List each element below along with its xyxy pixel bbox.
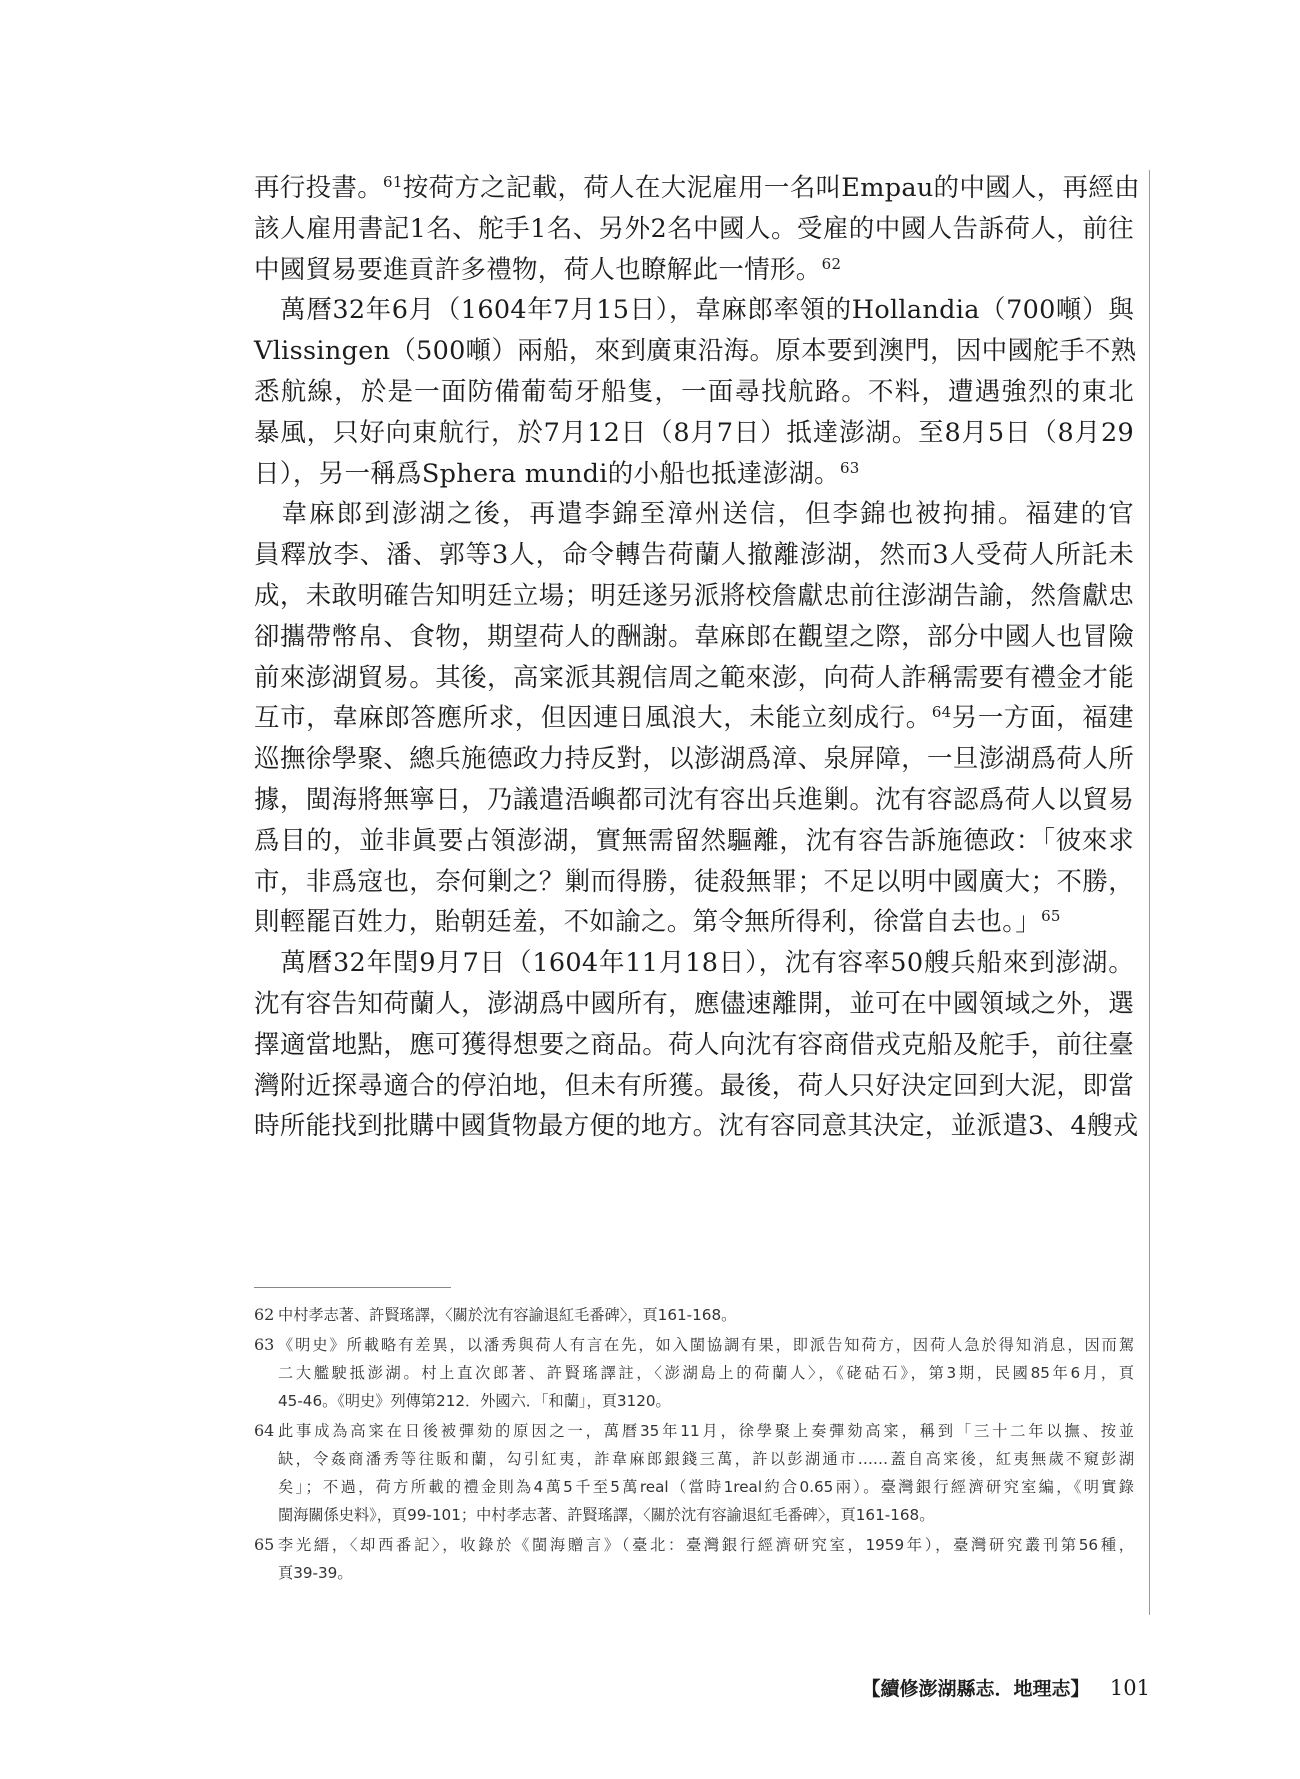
footnote-line: 45-46。《明史》列傳第212．外國六．「和蘭」，頁3120。 — [278, 1392, 671, 1410]
footnote — [254, 1301, 1134, 1329]
running-footer — [862, 1674, 1150, 1703]
footnote-line: 此事成為高寀在日後被彈劾的原因之一，萬曆35年11月，徐學聚上奏彈劾高寀，稱到「三十二年以撫、按並 — [278, 1422, 1134, 1440]
footnote-number: 62 — [254, 1305, 275, 1324]
body-line-text: 時所能找到批購中國貨物最方便的地方。沈有容同意其決定，並派遣3、4艘戎 — [254, 1111, 1139, 1142]
footnote — [254, 1531, 1134, 1587]
body-line-text: 據，閩海將無寧日，乃議遣浯嶼都司沈有容出兵進剿。沈有容認爲荷人以貿易 — [254, 784, 1134, 815]
footnote-ref[interactable]: 61 — [383, 173, 403, 191]
footnote-number: 63 — [254, 1335, 275, 1354]
body-line-text: 再行投書。 — [254, 173, 384, 203]
body-line-text: Vlissingen（500噸）兩船，來到廣東沿海。原本要到澳門，因中國舵手不熟 — [254, 336, 1137, 367]
body-line-text: 前來澎湖貿易。其後，高寀派其親信周之範來澎，向荷人詐稱需要有禮金才能 — [254, 662, 1134, 693]
body-line-text: 悉航線，於是一面防備葡萄牙船隻，一面尋找航路。不料，遭遇強烈的東北 — [254, 376, 1134, 407]
body-line-text: 灣附近探尋適合的停泊地，但未有所獲。最後，荷人只好決定回到大泥，即當 — [254, 1070, 1134, 1101]
body-line-text: 市，非爲寇也，奈何剿之？剿而得勝，徒殺無罪；不足以明中國廣大；不勝， — [254, 866, 1134, 897]
body-line-text: 成，未敢明確告知明廷立場；明廷遂另派將校詹獻忠前往澎湖告諭，然詹獻忠 — [254, 580, 1134, 611]
body-line-text: 該人雇用書記1名、舵手1名、另外2名中國人。受雇的中國人告訴荷人，前往 — [254, 213, 1134, 244]
footnote-line: 《明史》所載略有差異，以潘秀與荷人有言在先，如入閩協調有果，即派告知荷方，因荷人急於得知消息，因而駕 — [278, 1336, 1134, 1354]
footnote-separator — [254, 1287, 451, 1288]
body-line — [254, 1106, 1139, 1147]
body-line — [254, 902, 1134, 943]
footnote-line: 頁39-39。 — [278, 1564, 353, 1582]
body-line-text: 萬曆32年閏9月7日（1604年11月18日），沈有容率50艘兵船來到澎湖。 — [254, 948, 1134, 979]
footnote-number: 65 — [254, 1535, 275, 1554]
body-line — [254, 372, 1134, 413]
body-line-text: 沈有容告知荷蘭人，澎湖爲中國所有，應儘速離開，並可在中國領域之外，選 — [254, 988, 1134, 1019]
body-line-text: 暴風，只好向東航行，於7月12日（8月7日）抵達澎湖。至8月5日（8月29 — [254, 417, 1134, 448]
body-line — [254, 984, 1134, 1025]
margin-rule — [1149, 170, 1150, 1615]
body-text — [254, 168, 1140, 1147]
footnote-ref[interactable]: 65 — [1041, 907, 1061, 926]
body-line — [254, 1025, 1134, 1066]
footnote-line: 李光縉，〈却西番記〉，收錄於《閩海贈言》（臺北：臺灣銀行經濟研究室，1959年），臺灣研究叢刊第56種， — [278, 1536, 1134, 1554]
body-line-text: 日），另一稱爲Sphera mundi的小船也抵達澎湖。 — [254, 458, 840, 489]
body-line — [254, 168, 1140, 209]
footnote-line: 缺，令姦商潘秀等往販和蘭，勾引紅夷，詐韋麻郎銀錢三萬，許以彭湖通市……蓋自高寀後，紅夷無歲不窺彭湖 — [278, 1450, 1134, 1468]
body-line-text-continued: 另一方面，福建 — [951, 703, 1134, 734]
footnote-line: 閩海關係史料》，頁99-101；中村孝志著、許賢瑤譯，〈關於沈有容諭退紅毛番碑〉，頁161-168。 — [278, 1506, 935, 1524]
body-line-text: 巡撫徐學聚、總兵施德政力持反對，以澎湖爲漳、泉屏障，一旦澎湖爲荷人所 — [254, 744, 1134, 775]
footnote — [254, 1417, 1134, 1529]
body-line — [254, 413, 1134, 454]
body-line-text: 韋麻郎到澎湖之後，再遣李錦至漳州送信，但李錦也被拘捕。福建的官 — [254, 499, 1134, 530]
footnote-number: 64 — [254, 1421, 275, 1440]
body-line — [254, 250, 1134, 291]
body-line-text: 卻攜帶幣帛、食物，期望荷人的酬謝。韋麻郎在觀望之際，部分中國人也冒險 — [254, 621, 1134, 652]
body-line — [254, 331, 1137, 372]
body-line — [254, 821, 1134, 862]
body-line — [254, 576, 1134, 617]
body-line — [254, 494, 1134, 535]
footnote-ref[interactable]: 62 — [821, 254, 842, 273]
body-line-text: 萬曆32年6月（1604年7月15日），韋麻郎率領的Hollandia（700噸）與 — [254, 295, 1134, 326]
body-line — [254, 698, 1134, 739]
body-line — [254, 1066, 1134, 1107]
running-title: 【續修澎湖縣志．地理志】 — [861, 1678, 1090, 1700]
footnote-line: 中村孝志著、許賢瑤譯，〈關於沈有容諭退紅毛番碑〉，頁161-168。 — [278, 1306, 737, 1324]
body-line-text: 則輕罷百姓力，貽朝廷羞，不如諭之。第令無所得利，徐當自去也。」 — [254, 907, 1042, 938]
footnote-ref[interactable]: 63 — [839, 458, 860, 477]
body-line — [254, 862, 1134, 903]
body-line-text: 員釋放李、潘、郭等3人，命令轉告荷蘭人撤離澎湖，然而3人受荷人所託未 — [254, 540, 1134, 571]
body-line-text-continued: 按荷方之記載，荷人在大泥雇用一名叫Empau的中國人，再經由 — [402, 173, 1140, 203]
footnote — [254, 1331, 1134, 1415]
body-line-text: 擇適當地點，應可獲得想要之商品。荷人向沈有容商借戎克船及舵手，前往臺 — [254, 1029, 1134, 1060]
body-line — [254, 739, 1134, 780]
body-line-text: 爲目的，並非眞要占領澎湖，實無需留然驅離，沈有容告訴施德政：「彼來求 — [254, 825, 1134, 856]
body-line-text: 中國貿易要進貢許多禮物，荷人也瞭解此一情形。 — [254, 254, 822, 285]
body-line — [254, 943, 1134, 984]
page-number: 101 — [1109, 1676, 1150, 1700]
body-line — [254, 290, 1134, 331]
body-line — [254, 617, 1134, 658]
body-line — [254, 209, 1134, 250]
body-line — [254, 535, 1134, 576]
body-line — [254, 658, 1134, 699]
footnote-line: 矣」；不過，荷方所載的禮金則為4萬5千至5萬real（當時1real約合0.65兩）。臺灣銀行經濟研究室編，《明實錄 — [278, 1478, 1134, 1496]
body-line — [254, 454, 1134, 495]
footnotes — [254, 1301, 1134, 1589]
footnote-ref[interactable]: 64 — [931, 703, 952, 722]
footnote-line: 二大艦駛抵澎湖。村上直次郎著、許賢瑤譯註，〈澎湖島上的荷蘭人〉，《硓𥑮石》，第3期，民國85年6月，頁 — [278, 1364, 1134, 1382]
body-line-text: 互市，韋麻郎答應所求，但因連日風浪大，未能立刻成行。 — [254, 703, 932, 734]
body-line — [254, 780, 1134, 821]
